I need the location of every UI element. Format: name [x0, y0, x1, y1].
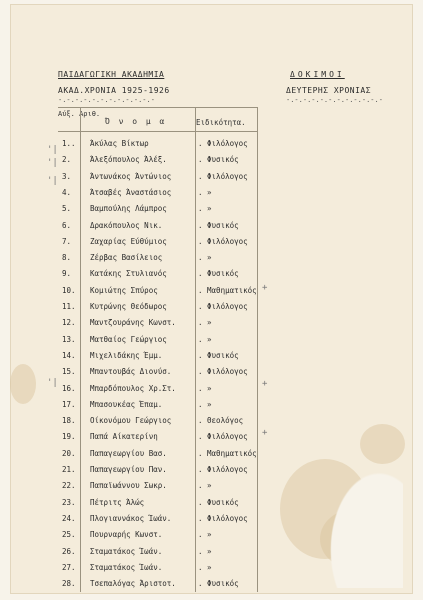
student-name: Σταματάκος Ίωάν.	[90, 562, 163, 572]
year-level: ΔΕΥΤΕΡΗΣ ΧΡΟΝΙΑΣ	[286, 86, 372, 95]
row-number: 7.	[62, 236, 72, 246]
row-number: 27.	[62, 562, 76, 572]
specialty: . Φιλόλογος	[198, 513, 248, 523]
header-rule	[58, 131, 258, 132]
margin-mark: +	[262, 379, 268, 389]
stain	[10, 364, 36, 404]
specialty: . Φιλόλογος	[198, 432, 248, 442]
student-name: Μπαρδόπουλος Χρ.Στ.	[90, 383, 176, 393]
dash-line-right: -.-.-.-.-.-.-.-.-.-.-.-	[286, 96, 383, 104]
student-name: Μιχελιδάκης Έμμ.	[90, 350, 163, 360]
row-number: 12.	[62, 318, 76, 328]
col-specialty-header: Ειδικότητα.	[196, 118, 246, 127]
student-name: Μαντζουράνης Κωνστ.	[90, 318, 176, 328]
row-number: 6.	[62, 220, 72, 230]
margin-mark: '|	[47, 145, 58, 155]
student-name: Ζέρβας Βασίλειος	[90, 253, 163, 263]
row-number: 14.	[62, 350, 76, 360]
margin-mark: '|	[47, 176, 58, 186]
row-number: 23.	[62, 497, 76, 507]
specialty: . Φιλόλογος	[198, 236, 248, 246]
row-number: 22.	[62, 481, 76, 491]
specialty: . Φιλόλογος	[198, 302, 248, 311]
student-name: Άτσαβές Άναστάσιος	[90, 187, 172, 197]
row-number: 24.	[62, 513, 76, 523]
academic-year: ΑΚΑΔ.ΧΡΟΝΙΑ 1925-1926	[58, 86, 170, 95]
student-name: Μπαντουβάς Διονύσ.	[90, 367, 172, 377]
col-name-header: Ό ν ο μ α	[105, 117, 167, 126]
specialty: . Φυσικός	[198, 269, 239, 279]
row-number: 13.	[62, 334, 76, 344]
paper-tear	[283, 398, 403, 588]
student-name: Κατάκης Στυλιανός	[90, 269, 167, 279]
row-number: 17.	[62, 399, 76, 409]
student-name: Ζαχαρίας Εύθύμιος	[90, 236, 167, 246]
student-name: Παπά Αίκατερίνη	[90, 432, 158, 442]
specialty: . Φιλόλογος	[198, 171, 248, 181]
specialty: . »	[198, 318, 212, 328]
specialty: . Μαθηματικός	[198, 448, 257, 458]
row-number: 10.	[62, 285, 76, 295]
col-number-header: Αύξ. Αριθ.	[58, 110, 101, 118]
row-number: 2.	[62, 155, 72, 165]
student-name: Κομιώτης Σπύρος	[90, 285, 158, 295]
student-name: Άκύλας Βίκτωρ	[90, 139, 149, 148]
specialty: . »	[198, 253, 212, 263]
specialty: . »	[198, 187, 212, 197]
specialty: . »	[198, 530, 212, 540]
row-number: 8.	[62, 253, 72, 263]
specialty: . Φυσικός	[198, 220, 239, 230]
row-number: 11.	[62, 302, 76, 311]
student-name: Πέτριτς Άλώς	[90, 497, 145, 507]
specialty: . »	[198, 334, 212, 344]
specialty: . Φυσικός	[198, 155, 239, 165]
specialty: . »	[198, 481, 212, 491]
margin-mark: '|	[47, 378, 58, 388]
row-number: 26.	[62, 546, 76, 556]
row-number: 4.	[62, 187, 72, 197]
row-number: 19.	[62, 432, 76, 442]
specialty: . Φιλόλογος	[198, 367, 248, 377]
specialty: . Φυσικός	[198, 350, 239, 360]
academy-title: ΠΑΙΔΑΓΩΓΙΚΗ ΑΚΑΔΗΜΙΑ	[58, 70, 165, 79]
student-name: Ματθαίος Γεώργιος	[90, 334, 167, 344]
specialty: . »	[198, 399, 212, 409]
row-number: 9.	[62, 269, 72, 279]
student-table	[58, 107, 258, 127]
specialty: . Φιλόλογος	[198, 139, 248, 148]
student-name: Παπαϊωάννου Σωκρ.	[90, 481, 167, 491]
row-number: 20.	[62, 448, 76, 458]
student-name: Δρακόπουλος Νικ.	[90, 220, 163, 230]
student-name: Πουρναρής Κωνστ.	[90, 530, 163, 540]
specialty: . »	[198, 546, 212, 556]
student-name: Άντωνάκος Άντώνιος	[90, 171, 172, 181]
specialty: . »	[198, 204, 212, 214]
row-number: 5.	[62, 204, 72, 214]
specialty: . »	[198, 562, 212, 572]
row-number: 21.	[62, 465, 76, 474]
row-number: 25.	[62, 530, 76, 540]
specialty: . Φυσικός	[198, 497, 239, 507]
margin-mark: '|	[47, 158, 58, 168]
row-number: 28.	[62, 579, 76, 589]
student-name: Βαμπούλης Λάμπρος	[90, 204, 167, 214]
row-number: 3.	[62, 171, 72, 181]
student-name: Κυτρώνης Θεόδωρος	[90, 302, 167, 311]
row-number: 18.	[62, 416, 76, 426]
student-name: Παπαγεωργίου Παν.	[90, 465, 167, 474]
dash-line-left: -.-.-.-.-.-.-.-.-.-.-.-	[58, 96, 155, 104]
student-name: Μπασουκέας Έπαμ.	[90, 399, 163, 409]
row-number: 16.	[62, 383, 76, 393]
doc-title: ΔΟΚΙΜΟΙ	[290, 70, 345, 79]
student-name: Άλεξόπουλος Άλέξ.	[90, 155, 167, 165]
specialty: . Μαθηματικός	[198, 285, 257, 295]
student-name: Τσεπαλόγας Άριστοτ.	[90, 579, 176, 589]
specialty: . Φυσικός	[198, 579, 239, 589]
row-number: 1..	[62, 139, 76, 148]
student-name: Παπαγεωργίου Βασ.	[90, 448, 167, 458]
specialty: . »	[198, 383, 212, 393]
student-name: Οίκονόμου Γεώργιος	[90, 416, 172, 426]
student-name: Πλογιαννάκος Ίωάν.	[90, 513, 172, 523]
specialty: . Θεολόγος	[198, 416, 244, 426]
row-number: 15.	[62, 367, 76, 377]
specialty: . Φιλόλογος	[198, 465, 248, 474]
margin-mark: +	[262, 283, 268, 293]
student-name: Σταματάκος Ίωάν.	[90, 546, 163, 556]
margin-mark: +	[262, 428, 268, 438]
